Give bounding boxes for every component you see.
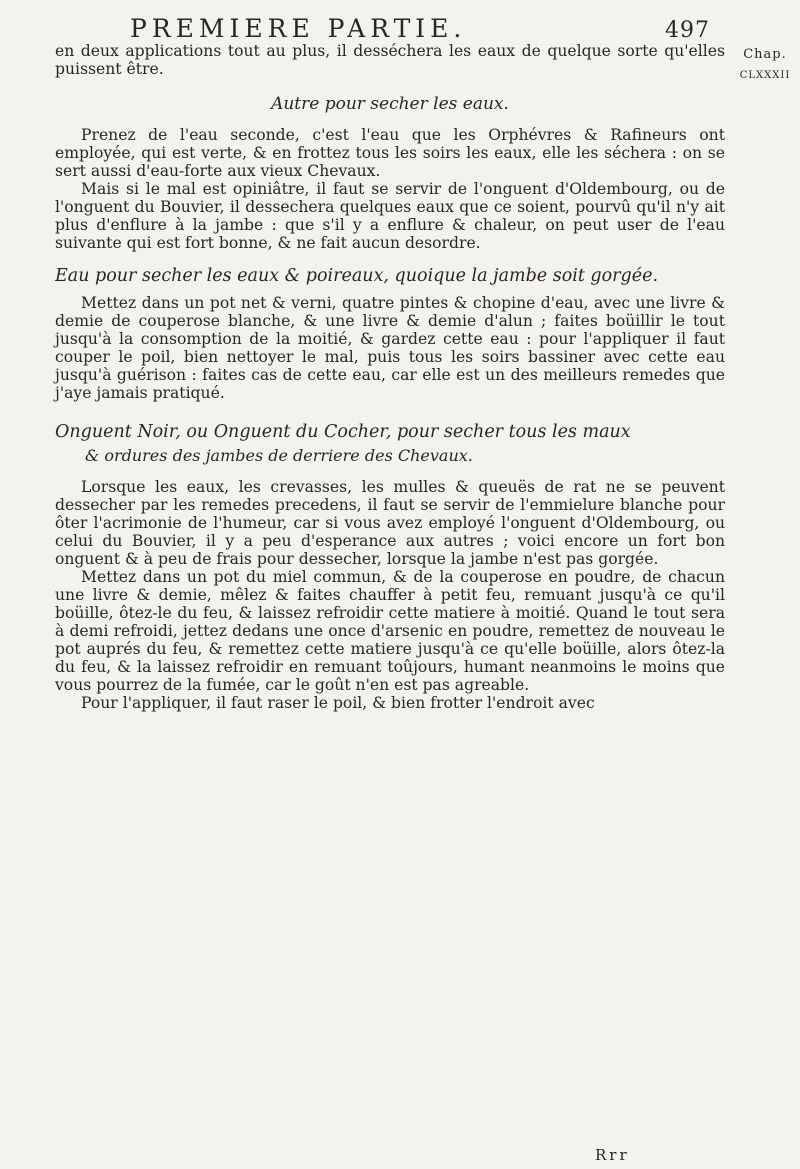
section-heading: Eau pour secher les eaux & poireaux, quoique la jambe soit gorgée. — [55, 266, 659, 286]
paragraph: Lorsque les eaux, les crevasses, les mulles & queuës de rat ne se peuvent dessecher par les remedes precedens, il faut se servir de l'emmielure blanche pour ôter l'acrimonie de l'humeur, car si vous avez employé l'onguent d'Oldembourg, ou celui du Bouvier, il y a peu d'esperance aux autres ; voici encore un fort bon onguent & à peu de frais pour dessecher, lorsque la jambe n'est pas gorgée. — [55, 478, 725, 568]
part-title: PREMIERE PARTIE. — [130, 14, 467, 43]
section-heading — [55, 420, 725, 468]
section-heading: Autre pour secher les eaux. — [271, 94, 509, 114]
signature-mark: Rrr — [595, 1146, 630, 1164]
paragraph: Prenez de l'eau seconde, c'est l'eau que les Orphévres & Rafineurs ont employée, qui est verte, & en frottez tous les soirs les eaux, elle les séchera : on se sert aussi d'eau-forte aux vieux Chevaux. — [55, 126, 725, 180]
running-head — [130, 14, 710, 43]
chapter-margin-note — [735, 44, 795, 86]
paragraph: Mais si le mal est opiniâtre, il faut se servir de l'onguent d'Oldembourg, ou de l'onguent du Bouvier, il dessechera quelques eaux que ce soient, pourvû qu'il n'y ait plus d'enflure à la jambe : que s'il y a enflure & chaleur, on peut user de l'eau suivante qui est fort bonne, & ne fait aucun desordre. — [55, 180, 725, 252]
section-heading-line: Onguent Noir, ou Onguent du Cocher, pour secher tous les maux — [55, 422, 631, 442]
chapter-number: CLXXXII — [739, 70, 791, 81]
page-body — [55, 42, 725, 712]
paragraph: Mettez dans un pot net & verni, quatre pintes & chopine d'eau, avec une livre & demie de couperose blanche, & une livre & demie d'alun ; faites boüillir le tout jusqu'à la consomption de la moitié, & gardez cette eau : pour l'appliquer il faut couper le poil, bien nettoyer le mal, puis tous les soirs bassiner avec cette eau jusqu'à guérison : faites cas de cette eau, car elle est un des meilleurs remedes que j'aye jamais pratiqué. — [55, 294, 725, 402]
continued-paragraph: en deux applications tout au plus, il desséchera les eaux de quelque sorte qu'elles puissent être. — [55, 42, 725, 78]
paragraph: Mettez dans un pot du miel commun, & de la couperose en poudre, de chacun une livre & demie, mêlez & faites chauffer à petit feu, remuant jusqu'à ce qu'il boüille, ôtez-le du feu, & laissez refroidir cette matiere à moitié. Quand le tout sera à demi refroidi, jettez dedans une once d'arsenic en poudre, remettez de nouveau le pot auprés du feu, & remettez cette matiere jusqu'à ce qu'elle boüille, alors ôtez-la du feu, & la laissez refroidir en remuant toûjours, humant neanmoins le moins que vous pourrez de la fumée, car le goût n'en est pas agreable. — [55, 568, 725, 694]
paragraph: Pour l'appliquer, il faut raser le poil, & bien frotter l'endroit avec — [81, 694, 595, 712]
chapter-label: Chap. — [743, 47, 787, 62]
page-number: 497 — [665, 18, 710, 43]
section-heading-line: & ordures des jambes de derriere des Chevaux. — [85, 446, 473, 465]
